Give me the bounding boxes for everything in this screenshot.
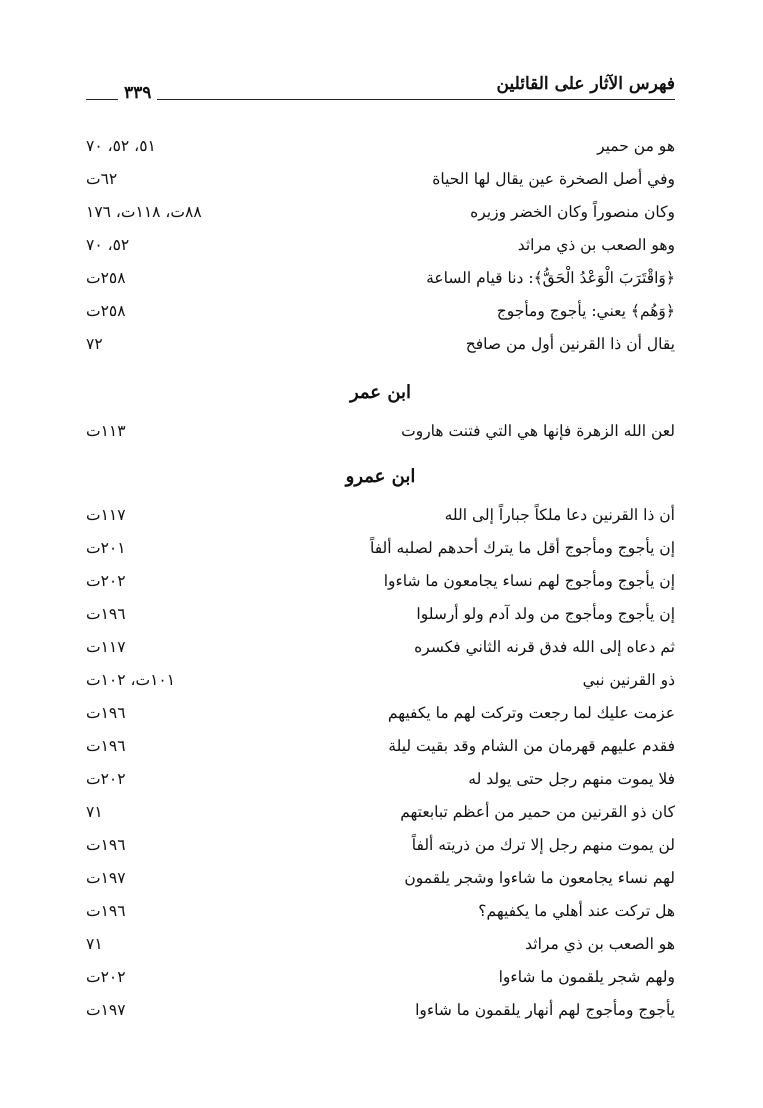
index-entry: [86, 865, 675, 893]
entry-ref: ١٩٦ت: [86, 902, 126, 920]
entry-ref: ٢٠١ت: [86, 539, 126, 557]
entry-ref: ١١٧ت: [86, 506, 126, 524]
index-entry: [86, 832, 675, 860]
index-entry: [86, 931, 675, 959]
entry-text: ذو القرنين نبي: [582, 671, 675, 689]
entry-ref: ٢٠٢ت: [86, 770, 126, 788]
entry-ref: ١٩٦ت: [86, 704, 126, 722]
entry-text: وفي أصل الصخرة عين يقال لها الحياة: [432, 170, 675, 188]
entry-text: هو من حمير: [597, 137, 675, 155]
running-title: فهرس الآثار على القائلين: [496, 74, 675, 94]
entry-ref: ١٩٧ت: [86, 869, 126, 887]
index-entry: [86, 133, 675, 161]
entry-ref: ٥١، ٥٢، ٧٠: [86, 137, 156, 155]
index-entry: [86, 232, 675, 260]
index-entry: [86, 331, 675, 359]
entry-ref: ١٩٦ت: [86, 836, 126, 854]
entry-text: ثم دعاه إلى الله فدق قرنه الثاني فكسره: [414, 638, 675, 656]
entry-text: ﴿وَهُم﴾ يعني: يأجوج ومأجوج: [496, 302, 675, 320]
section-heading: ابن عمر: [349, 382, 412, 403]
entry-ref: ٥٢، ٧٠: [86, 236, 130, 254]
entry-ref: ١١٧ت: [86, 638, 126, 656]
index-entry: [86, 997, 675, 1025]
entry-ref: ١١٣ت: [86, 422, 126, 440]
index-entry: [86, 568, 675, 596]
entry-text: عزمت عليك لما رجعت وتركت لهم ما يكفيهم: [387, 704, 675, 722]
index-entry: [86, 700, 675, 728]
entry-text: لهم نساء يجامعون ما شاءوا وشجر يلقمون: [404, 869, 675, 887]
page-header: [86, 74, 675, 108]
entry-text: يقال أن ذا القرنين أول من صافح: [465, 335, 675, 353]
index-entry: [86, 898, 675, 926]
entry-text: لن يموت منهم رجل إلا ترك من ذريته ألفاً: [411, 836, 675, 854]
entry-ref: ٧١: [86, 935, 103, 953]
entry-ref: ٧٢: [86, 335, 103, 353]
index-entry: [86, 964, 675, 992]
entry-text: وهو الصعب بن ذي مراثد: [517, 236, 675, 254]
index-entry: [86, 601, 675, 629]
index-entry: [86, 502, 675, 530]
entry-ref: ١٩٦ت: [86, 737, 126, 755]
entry-text: هل تركت عند أهلي ما يكفيهم؟: [478, 902, 675, 920]
index-entry: [86, 265, 675, 293]
entry-text: يأجوج ومأجوج لهم أنهار يلقمون ما شاءوا: [415, 1001, 675, 1019]
header-rule: [86, 99, 675, 100]
entry-text: ولهم شجر يلقمون ما شاءوا: [498, 968, 675, 986]
entry-text: لعن الله الزهرة فإنها هي التي فتنت هاروت: [401, 422, 675, 440]
entry-ref: ١٠١ت، ١٠٢ت: [86, 671, 176, 689]
entry-ref: ٨٨ت، ١١٨ت، ١٧٦: [86, 203, 202, 221]
index-entry: [86, 199, 675, 227]
entry-ref: ١٩٦ت: [86, 605, 126, 623]
page-number: ٣٣٩: [118, 83, 157, 103]
entry-ref: ٧١: [86, 803, 103, 821]
entry-text: كان ذو القرنين من حمير من أعظم تبابعتهم: [400, 803, 675, 821]
entry-ref: ١٩٧ت: [86, 1001, 126, 1019]
index-entry: [86, 535, 675, 563]
index-entry: [86, 766, 675, 794]
entry-text: إن يأجوج ومأجوج من ولد آدم ولو أرسلوا: [416, 605, 675, 623]
index-entry: [86, 733, 675, 761]
entry-ref: ٢٠٢ت: [86, 572, 126, 590]
entry-ref: ٢٥٨ت: [86, 302, 126, 320]
entry-text: إن يأجوج ومأجوج لهم نساء يجامعون ما شاءوا: [383, 572, 675, 590]
section-heading: ابن عمرو: [345, 466, 416, 487]
entry-text: ﴿وَاقْتَرَبَ الْوَعْدُ الْحَقُّ﴾: دنا قيام الساعة: [426, 269, 675, 287]
entry-ref: ٢٥٨ت: [86, 269, 126, 287]
index-entry: [86, 418, 675, 446]
entry-text: فلا يموت منهم رجل حتى يولد له: [468, 770, 675, 788]
entry-text: فقدم عليهم قهرمان من الشام وقد بقيت ليلة: [388, 737, 675, 755]
index-entry: [86, 634, 675, 662]
entry-ref: ٦٢ت: [86, 170, 118, 188]
entry-text: إن يأجوج ومأجوج أقل ما يترك أحدهم لصلبه ألفاً: [369, 539, 675, 557]
index-entry: [86, 799, 675, 827]
entry-text: وكان منصوراً وكان الخضر وزيره: [470, 203, 675, 221]
index-entry: [86, 166, 675, 194]
index-entry: [86, 298, 675, 326]
entry-text: هو الصعب بن ذي مراثد: [525, 935, 675, 953]
entry-text: أن ذا القرنين دعا ملكاً جباراً إلى الله: [444, 506, 675, 524]
index-entry: [86, 667, 675, 695]
entry-ref: ٢٠٢ت: [86, 968, 126, 986]
